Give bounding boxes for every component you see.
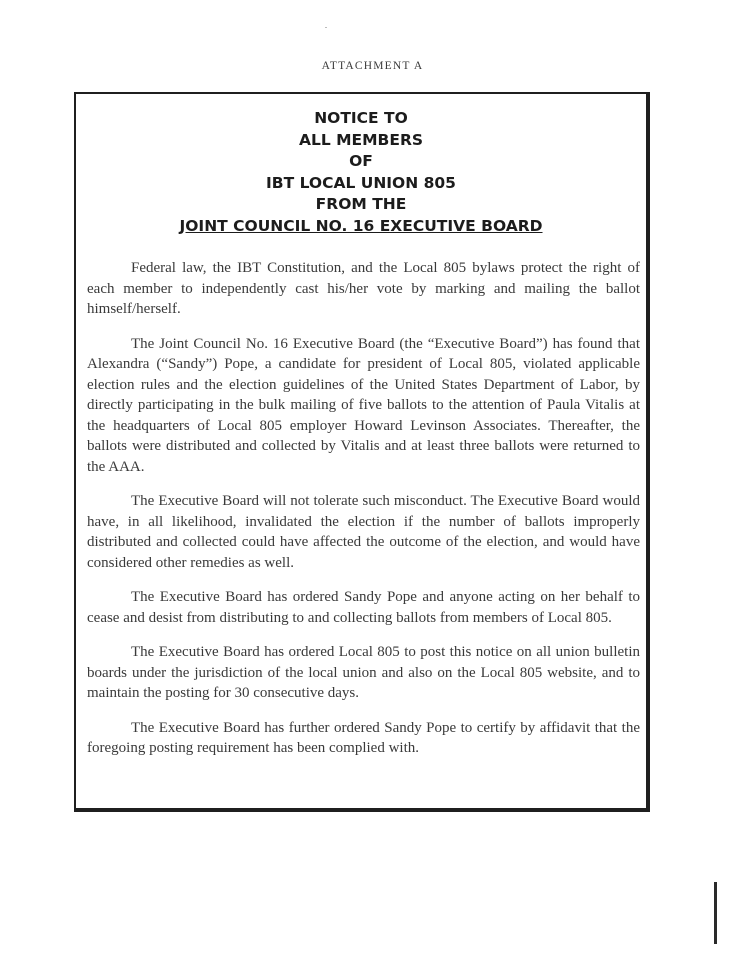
paragraph-2: The Joint Council No. 16 Executive Board (the “Executive Board”) has found that Alexandra (“Sandy”) Pope, a candidate for president of Local 805, violated applicable election rules and the election guidelines of the United States Department of Labor, by directly participating in the bulk mailing of five ballots to the attention of Paula Vitalis at the headquarters of Local 805 employer Howard Levinson Associates. Thereafter, the ballots were distributed and collected by Vitalis and at least three ballots were returned to the AAA. [87, 335, 640, 475]
scan-speck [325, 27, 327, 28]
notice-box [74, 92, 650, 812]
paragraph-6: The Executive Board has further ordered Sandy Pope to certify by affidavit that the foregoing posting requirement has been complied with. [87, 719, 640, 756]
heading-line-2: ALL MEMBERS [298, 130, 424, 149]
notice-heading [76, 108, 646, 237]
heading-line-4: IBT LOCAL UNION 805 [266, 173, 456, 192]
heading-line-3: OF [349, 152, 373, 170]
heading-line-1: NOTICE TO [314, 109, 408, 127]
notice-body [87, 258, 640, 773]
attachment-label: ATTACHMENT A [321, 60, 424, 72]
paragraph-1: Federal law, the IBT Constitution, and the Local 805 bylaws protect the right of each member to independently cast his/her vote by marking and mailing the ballot himself/herself. [87, 260, 640, 317]
paragraph-3: The Executive Board will not tolerate such misconduct. The Executive Board would have, in all likelihood, invalidated the election if the number of ballots improperly distributed and collected could have affected the outcome of the election, and would have considered other remedies as well. [87, 493, 640, 571]
heading-line-5: FROM THE [315, 195, 407, 213]
heading-line-6: JOINT COUNCIL NO. 16 EXECUTIVE BOARD [179, 216, 543, 235]
paragraph-5: The Executive Board has ordered Local 805 to post this notice on all union bulletin boards under the jurisdiction of the local union and also on the Local 805 website, and to maintain the posting for 30 consecutive days. [87, 644, 640, 701]
paragraph-4: The Executive Board has ordered Sandy Pope and anyone acting on her behalf to cease and desist from distributing to and collecting ballots from members of Local 805. [87, 589, 640, 626]
scan-edge-mark [714, 882, 717, 944]
